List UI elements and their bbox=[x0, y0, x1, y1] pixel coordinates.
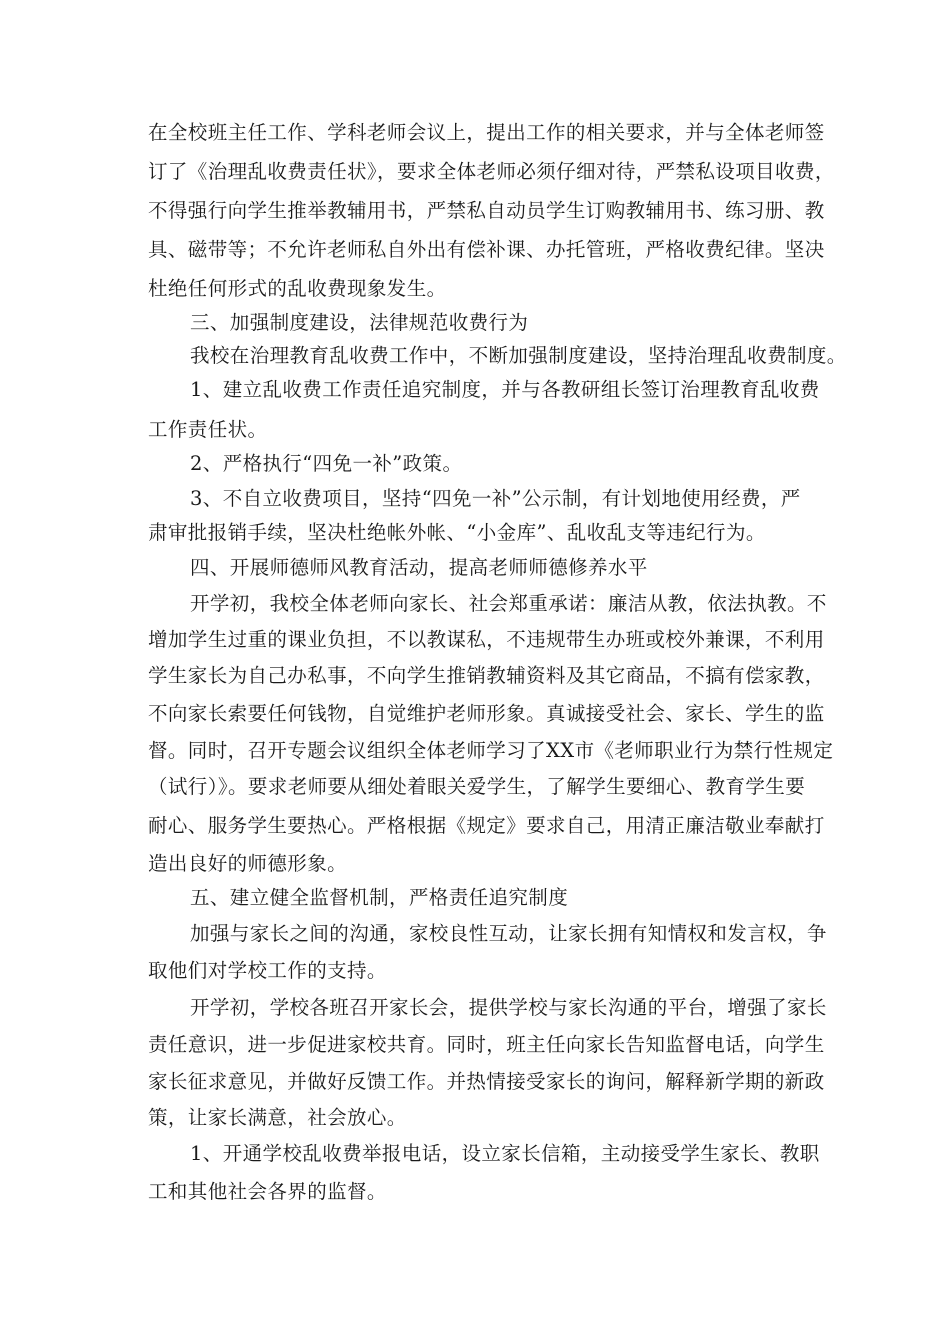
text-line: 增加学生过重的课业负担，不以教谋私，不违规带生办班或校外兼课，不利用 bbox=[148, 628, 825, 651]
text-line: 杜绝任何形式的乱收费现象发生。 bbox=[148, 277, 447, 300]
section-heading: 三、加强制度建设，法律规范收费行为 bbox=[190, 311, 529, 334]
text-line: 责任意识，进一步促进家校共育。同时，班主任向家长告知监督电话，向学生 bbox=[148, 1033, 825, 1056]
text-line: 开学初，我校全体老师向家长、社会郑重承诺：廉洁从教，依法执教。不 bbox=[190, 592, 827, 615]
text-line: （试行）》。要求老师要从细处着眼关爱学生，了解学生要细心、教育学生要 bbox=[148, 775, 806, 798]
text-line: 肃审批报销手续，坚决杜绝帐外帐、“小金库”、乱收乱支等违纪行为。 bbox=[148, 521, 766, 544]
list-item: 1、开通学校乱收费举报电话，设立家长信箱，主动接受学生家长、教职 bbox=[190, 1142, 820, 1165]
text-line: 学生家长为自己办私事，不向学生推销教辅资料及其它商品，不搞有偿家教， bbox=[148, 664, 825, 687]
text-line: 开学初，学校各班召开家长会，提供学校与家长沟通的平台，增强了家长 bbox=[190, 996, 827, 1019]
text-line: 不向家长索要任何钱物，自觉维护老师形象。真诚接受社会、家长、学生的监 bbox=[148, 702, 825, 725]
text-line: 造出良好的师德形象。 bbox=[148, 852, 348, 875]
text-line: 我校在治理教育乱收费工作中，不断加强制度建设，坚持治理乱收费制度。 bbox=[190, 344, 847, 367]
text-line: 工和其他社会各界的监督。 bbox=[148, 1180, 387, 1203]
text-line: 家长征求意见，并做好反馈工作。并热情接受家长的询问，解释新学期的新政 bbox=[148, 1070, 825, 1093]
text-line: 督。同时，召开专题会议组织全体老师学习了XX市《老师职业行为禁行性规定 bbox=[148, 739, 834, 762]
text-line: 在全校班主任工作、学科老师会议上，提出工作的相关要求，并与全体老师签 bbox=[148, 121, 825, 144]
list-item: 3、不自立收费项目，坚持“四免一补”公示制，有计划地使用经费，严 bbox=[190, 487, 801, 510]
text-line: 耐心、服务学生要热心。严格根据《规定》要求自己，用清正廉洁敬业奉献打 bbox=[148, 814, 825, 837]
text-line: 订了《治理乱收费责任状》，要求全体老师必须仔细对待，严禁私设项目收费， bbox=[148, 160, 835, 183]
text-line: 不得强行向学生推举教辅用书，严禁私自动员学生订购教辅用书、练习册、教 bbox=[148, 199, 825, 222]
list-item: 1、建立乱收费工作责任追究制度，并与各教研组长签订治理教育乱收费 bbox=[190, 378, 820, 401]
text-line: 取他们对学校工作的支持。 bbox=[148, 959, 387, 982]
text-line: 具、磁带等；不允许老师私自外出有偿补课、办托管班，严格收费纪律。坚决 bbox=[148, 238, 825, 261]
section-heading: 五、建立健全监督机制，严格责任追究制度 bbox=[190, 886, 569, 909]
text-line: 工作责任状。 bbox=[148, 418, 268, 441]
list-item: 2、严格执行“四免一补”政策。 bbox=[190, 452, 463, 475]
section-heading: 四、开展师德师风教育活动，提高老师师德修养水平 bbox=[190, 556, 648, 579]
text-line: 策，让家长满意，社会放心。 bbox=[148, 1106, 407, 1129]
text-line: 加强与家长之间的沟通，家校良性互动，让家长拥有知情权和发言权，争 bbox=[190, 922, 827, 945]
